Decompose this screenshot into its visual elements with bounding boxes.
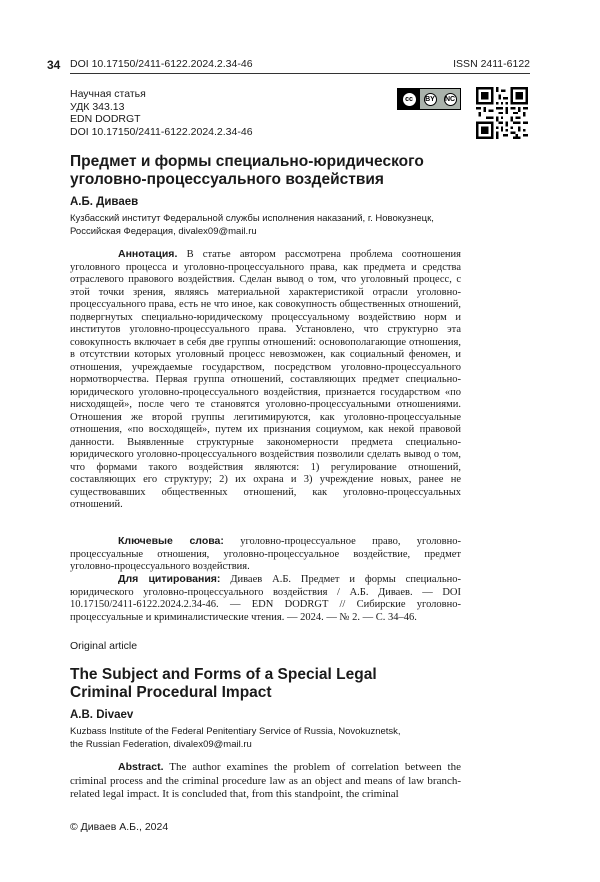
abstract-text-ru: В статье автором рассмотрена проблема соотношения уголовного процесса и уголовно-процессуального права, как предмета и средства отраслевого правового воздействия. Сделан вывод о том, что уголовный процесс, с этой точки зрения, являясь материальной характеристикой отрасли уголовно-процессуального права, есть не что иное, как совокупность общественных отношений, подвергнутых специально-юридическому процессуальному воздействию норм и институтов уголовно-процессуального права. Установлено, что структурно эта совокупность включает в себя две группы отношений: основополагающие отношения, в отсутствии которых уголовный процесс невозможен, как социальный феномен, и отношения, учреждаемые государством, посредством уголовно-процессуального нормотворчества. Первая группа отношений, составляющих предмет специально-юридического уголовно-процессуального воздействия, признается государством «по нисходящей», после чего те становятся уголовно-процессуальными отношениями. Отношения же второй группы легитимируются, как уголовно-процессуальные отношения, «по восходящей», путем их признания социумом, как некой правовой данности. Выявленные структурные закономерности предмета специально-юридического уголовно-процессуального воздействия позволили сделать вывод о том, что формами такого воздействия являются: 1) регулирование отношений, составляющих его структуру; 2) их охрана и 3) учреждение новых, ранее не существовавших общественных отношений, как уголовно-процессуальных отношений. <box>70 249 461 510</box>
header-rule <box>70 73 530 74</box>
keywords-ru <box>70 535 461 574</box>
author-en: A.B. Divaev <box>70 709 134 721</box>
abstract-label-ru: Аннотация. <box>118 248 178 260</box>
citation-text-ru: Диваев А.Б. Предмет и формы специально-юридического уголовно-процессуального воздействия / А.Б. Диваев. — DOI 10.17150/2411-6122.2024.2.34-46. — EDN DODRGT // Сибирские уголовно-процессуальные и криминалистические чтения. — 2024. — № 2. — С. 34–46. <box>70 574 462 623</box>
article-type-en: Original article <box>70 640 138 652</box>
keywords-label-ru: Ключевые слова: <box>118 535 224 547</box>
article-title-en: The Subject and Forms of a Special Legal Criminal Procedural Impact <box>70 666 377 701</box>
article-title-ru: Предмет и формы специально-юридического уголовно-процессуального воздействия <box>70 153 424 188</box>
cc-icon: cc <box>402 92 417 107</box>
edn: EDN DODRGT <box>70 113 141 125</box>
doi: DOI 10.17150/2411-6122.2024.2.34-46 <box>70 125 253 138</box>
header-issn: ISSN 2411-6122 <box>453 58 530 70</box>
udc: УДК 343.13 <box>70 100 125 113</box>
abstract-text-en: The author examines the problem of correlation between the criminal process and the criminal procedure law as an object and means of law branch-related legal impact. It is concluded that, from this standpoint, the criminal <box>70 761 461 800</box>
affiliation-ru: Кузбасский институт Федеральной службы исполнения наказаний, г. Новокузнецк, Российская Федерация, divalex09@mail.ru <box>70 213 434 237</box>
author-ru: А.Б. Диваев <box>70 196 139 208</box>
header-doi: DOI 10.17150/2411-6122.2024.2.34-46 <box>70 58 253 70</box>
abstract-en <box>70 761 461 802</box>
citation-ru <box>70 573 461 624</box>
abstract-ru <box>70 248 461 512</box>
citation-label-ru: Для цитирования: <box>118 573 221 585</box>
by-icon: BY <box>424 93 437 106</box>
article-type-ru: Научная статья <box>70 88 146 100</box>
copyright: © Диваев А.Б., 2024 <box>70 821 169 833</box>
cc-license-badge[interactable] <box>397 88 461 110</box>
qr-code-icon <box>476 87 528 139</box>
article-meta <box>70 88 253 138</box>
page-number: 34 <box>47 58 61 72</box>
nc-icon: NC <box>444 93 457 106</box>
keywords-text-ru: уголовно-процессуальное право, уголовно-процессуальные отношения, уголовно-процессуальное воздействие, предмет уголовно-процессуального воздействия. <box>70 536 462 572</box>
affiliation-en: Kuzbass Institute of the Federal Penitentiary Service of Russia, Novokuznetsk, the Russian Federation, divalex09@mail.ru <box>70 726 401 750</box>
abstract-label-en: Abstract. <box>118 761 164 773</box>
